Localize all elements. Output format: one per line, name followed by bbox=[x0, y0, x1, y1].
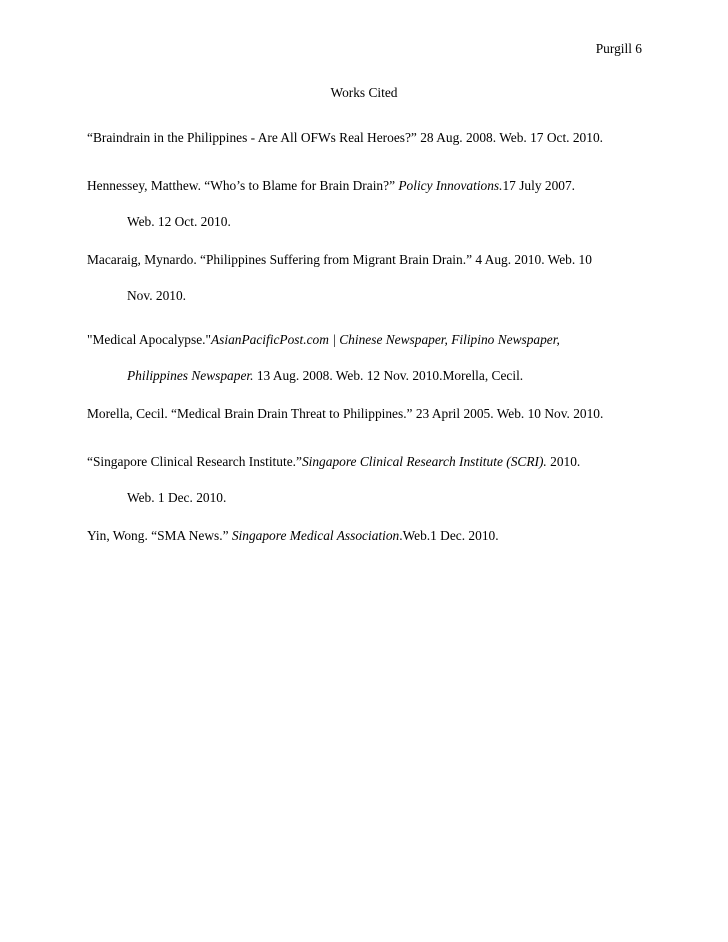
citation-text: Macaraig, Mynardo. “Philippines Suffering from Migrant Brain Drain.” 4 Aug. 2010. Web. 10 bbox=[87, 252, 592, 267]
citation-line bbox=[87, 404, 657, 440]
citation-entry bbox=[87, 452, 657, 524]
citation-text: .Web.1 Dec. 2010. bbox=[399, 528, 499, 543]
citation-title-italic: Singapore Medical Association bbox=[231, 528, 400, 543]
citation-continuation-line bbox=[87, 212, 657, 248]
citation-title-italic: Policy Innovations. bbox=[398, 178, 503, 193]
citation-continuation-line bbox=[87, 366, 657, 402]
citation-entry bbox=[87, 404, 657, 440]
citation-title-italic: Philippines Newspaper. bbox=[127, 368, 254, 383]
citation-text: Web. 12 Oct. 2010. bbox=[127, 214, 231, 229]
citation-entry bbox=[87, 176, 657, 248]
citation-text: Hennessey, Matthew. “Who’s to Blame for Brain Drain?” bbox=[87, 178, 399, 193]
citation-line bbox=[87, 452, 657, 488]
citation-text: “Singapore Clinical Research Institute.” bbox=[87, 454, 302, 469]
citation-entry bbox=[87, 526, 657, 562]
citation-line bbox=[87, 250, 657, 286]
citation-continuation-line bbox=[87, 488, 657, 524]
citation-text: Nov. 2010. bbox=[127, 288, 187, 303]
citation-entry bbox=[87, 250, 657, 322]
citation-text: “Braindrain in the Philippines - Are All OFWs Real Heroes?” 28 Aug. 2008. Web. 17 Oct. 2010. bbox=[87, 130, 603, 145]
citation-line bbox=[87, 128, 657, 164]
citation-text: Yin, Wong. “SMA News.” bbox=[87, 528, 232, 543]
page-header bbox=[596, 41, 642, 57]
citation-line bbox=[87, 330, 657, 366]
page-number-label: Purgill 6 bbox=[595, 41, 642, 56]
citation-text: "Medical Apocalypse." bbox=[87, 332, 211, 347]
citation-line bbox=[87, 526, 657, 562]
citation-line bbox=[87, 176, 657, 212]
citation-entry bbox=[87, 330, 657, 402]
works-cited-title: Works Cited bbox=[330, 85, 398, 100]
citation-title-italic: AsianPacificPost.com | Chinese Newspaper, Filipino Newspaper, bbox=[210, 332, 560, 347]
citation-continuation-line bbox=[87, 286, 657, 322]
citation-entry bbox=[87, 128, 657, 164]
citation-text: 13 Aug. 2008. Web. 12 Nov. 2010.Morella, Cecil. bbox=[253, 368, 524, 383]
citation-text: Web. 1 Dec. 2010. bbox=[127, 490, 227, 505]
citation-title-italic: Singapore Clinical Research Institute (SCRI). bbox=[301, 454, 547, 469]
citation-text: 17 July 2007. bbox=[502, 178, 576, 193]
citation-text: Morella, Cecil. “Medical Brain Drain Threat to Philippines.” 23 April 2005. Web. 10 Nov. 2010. bbox=[87, 406, 604, 421]
citation-text: 2010. bbox=[546, 454, 581, 469]
